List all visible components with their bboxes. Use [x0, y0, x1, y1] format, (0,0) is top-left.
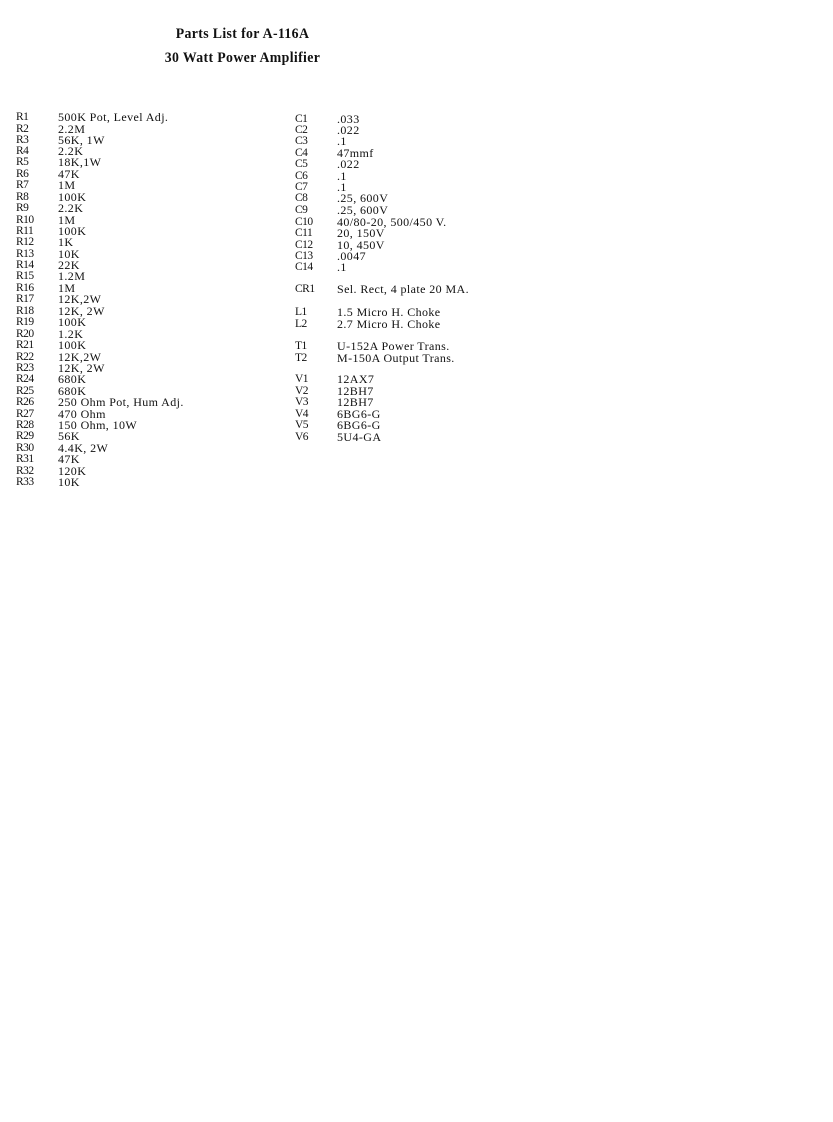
part-ref: C6: [295, 170, 308, 182]
part-ref: R33: [16, 476, 34, 488]
part-value: 40/80-20, 500/450 V.: [337, 215, 447, 229]
part-value: .25, 600V: [337, 191, 389, 205]
part-value: Sel. Rect, 4 plate 20 MA.: [337, 282, 469, 296]
part-value: .022: [337, 157, 360, 171]
part-value: 6BG6-G: [337, 407, 381, 421]
part-ref: R25: [16, 385, 34, 397]
part-value: 12BH7: [337, 395, 374, 409]
part-value: 6BG6-G: [337, 418, 381, 432]
part-value: 12AX7: [337, 372, 375, 386]
part-value: 12BH7: [337, 384, 374, 398]
part-ref: R4: [16, 145, 29, 157]
part-ref: V5: [295, 419, 309, 431]
part-ref: C2: [295, 124, 308, 136]
part-ref: R6: [16, 168, 29, 180]
part-value: 2.7 Micro H. Choke: [337, 317, 441, 331]
part-ref: T2: [295, 352, 307, 364]
part-value: 120K: [58, 464, 87, 478]
page-title: Parts List for A-116A: [175, 26, 310, 42]
part-value: M-150A Output Trans.: [337, 351, 455, 365]
part-ref: CR1: [295, 283, 315, 295]
part-ref: R11: [16, 225, 34, 237]
part-ref: V1: [295, 373, 309, 385]
part-value: 4.4K, 2W: [58, 441, 109, 455]
part-value: 150 Ohm, 10W: [58, 418, 138, 432]
part-ref: C8: [295, 192, 308, 204]
part-value: 10K: [58, 247, 80, 261]
part-value: 1M: [58, 281, 76, 295]
part-value: 5U4-GA: [337, 430, 382, 444]
part-ref: R21: [16, 339, 34, 351]
part-ref: R9: [16, 202, 29, 214]
part-ref: L1: [295, 306, 307, 318]
part-value: 12K, 2W: [58, 304, 105, 318]
part-ref: R5: [16, 156, 29, 168]
part-ref: C7: [295, 181, 308, 193]
part-ref: C14: [295, 261, 313, 273]
part-ref: V6: [295, 431, 309, 443]
part-ref: R2: [16, 123, 29, 135]
part-value: .0047: [337, 249, 366, 263]
part-value: 2.2M: [58, 122, 86, 136]
part-value: .25, 600V: [337, 203, 389, 217]
part-value: .033: [337, 112, 360, 126]
part-ref: R32: [16, 465, 34, 477]
part-value: 56K, 1W: [58, 133, 105, 147]
part-value: 1M: [58, 178, 76, 192]
part-ref: V2: [295, 385, 309, 397]
part-value: 100K: [58, 338, 87, 352]
part-ref: R14: [16, 259, 34, 271]
part-value: 12K,2W: [58, 350, 102, 364]
part-value: 47mmf: [337, 146, 374, 160]
part-value: 22K: [58, 258, 80, 272]
part-value: 47K: [58, 167, 80, 181]
part-ref: R24: [16, 373, 34, 385]
part-ref: R8: [16, 191, 29, 203]
part-ref: T1: [295, 340, 307, 352]
part-ref: R26: [16, 396, 34, 408]
part-value: 100K: [58, 315, 87, 329]
part-value: 680K: [58, 384, 87, 398]
part-ref: C9: [295, 204, 308, 216]
part-ref: R10: [16, 214, 34, 226]
part-ref: R19: [16, 316, 34, 328]
part-value: 1.5 Micro H. Choke: [337, 305, 441, 319]
part-ref: C5: [295, 158, 308, 170]
part-ref: R16: [16, 282, 34, 294]
part-ref: R30: [16, 442, 34, 454]
part-value: 18K,1W: [58, 155, 102, 169]
part-value: 12K, 2W: [58, 361, 105, 375]
part-ref: R17: [16, 293, 34, 305]
page-subtitle: 30 Watt Power Amplifier: [164, 50, 321, 66]
part-ref: R13: [16, 248, 34, 260]
part-value: 250 Ohm Pot, Hum Adj.: [58, 395, 184, 409]
part-ref: V3: [295, 396, 309, 408]
part-value: 10K: [58, 475, 80, 489]
part-ref: C4: [295, 147, 308, 159]
part-ref: R7: [16, 179, 29, 191]
part-ref: C12: [295, 239, 313, 251]
part-value: 2.2K: [58, 144, 84, 158]
part-ref: C1: [295, 113, 308, 125]
part-value: 1.2M: [58, 269, 86, 283]
part-value: 500K Pot, Level Adj.: [58, 110, 169, 124]
part-value: 1.2K: [58, 327, 84, 341]
part-ref: L2: [295, 318, 307, 330]
part-value: 47K: [58, 452, 80, 466]
part-ref: R1: [16, 111, 29, 123]
part-value: 100K: [58, 224, 87, 238]
part-value: 100K: [58, 190, 87, 204]
part-ref: R22: [16, 351, 34, 363]
part-ref: R31: [16, 453, 34, 465]
part-value: 1M: [58, 213, 76, 227]
part-value: 10, 450V: [337, 238, 385, 252]
part-value: 470 Ohm: [58, 407, 106, 421]
part-ref: R20: [16, 328, 34, 340]
part-ref: V4: [295, 408, 309, 420]
part-value: 1K: [58, 235, 74, 249]
part-ref: R18: [16, 305, 34, 317]
part-ref: C13: [295, 250, 313, 262]
part-value: 2.2K: [58, 201, 84, 215]
part-value: 56K: [58, 429, 80, 443]
part-value: 680K: [58, 372, 87, 386]
part-ref: R27: [16, 408, 34, 420]
part-ref: R3: [16, 134, 29, 146]
part-value: 20, 150V: [337, 226, 385, 240]
part-value: .1: [337, 260, 347, 274]
part-ref: C3: [295, 135, 308, 147]
part-ref: R29: [16, 430, 34, 442]
part-value: .022: [337, 123, 360, 137]
part-value: .1: [337, 169, 347, 183]
part-ref: C10: [295, 216, 313, 228]
part-ref: C11: [295, 227, 313, 239]
part-value: 12K,2W: [58, 292, 102, 306]
part-ref: R15: [16, 270, 34, 282]
part-ref: R12: [16, 236, 34, 248]
part-ref: R23: [16, 362, 34, 374]
part-value: U-152A Power Trans.: [337, 339, 450, 353]
part-ref: R28: [16, 419, 34, 431]
part-value: .1: [337, 134, 347, 148]
part-value: .1: [337, 180, 347, 194]
